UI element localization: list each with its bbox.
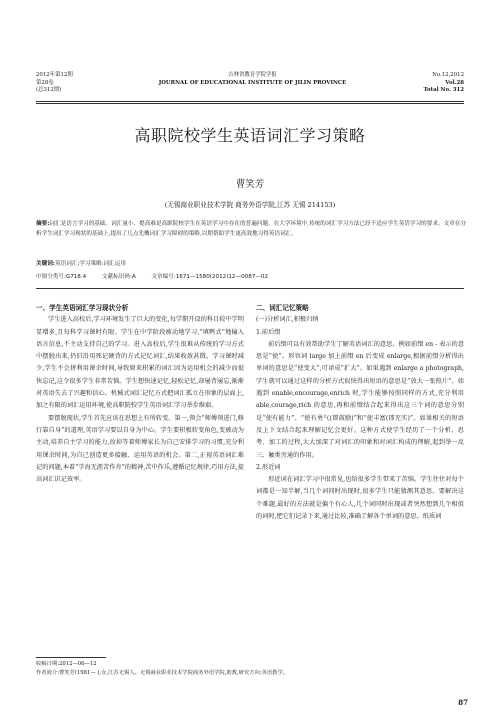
section-rule	[36, 288, 464, 289]
subsubsection-heading: 2.形近词	[256, 463, 281, 471]
footnote	[36, 660, 466, 677]
paper-title: 高职院校学生英语词汇学习策略	[134, 126, 366, 145]
subsection-heading: (一)分析词汇,积极归纳	[256, 316, 319, 324]
section-heading: 一、学生英语词汇学习现状分析	[36, 304, 129, 312]
footnote-rule	[36, 657, 106, 658]
keywords-text: 英语词汇;学习策略;词汇运用	[55, 261, 126, 267]
classification-line	[36, 272, 464, 280]
paragraph: 学生进入高校后,学习环境发生了巨大的变化,每学期开设的科目较中学明显增多,且每科学习课时有限。学生在中学阶段被动地学习,“填鸭式”地输入语言信息,不主动支持自己的学习。进入高校后,学生很难从传统的学习方式中摆脱出来,仍旧沿用死记硬背的方式记忆词汇,结果收效甚微。学习课时减少,学生不会拼利用课余时间,导致原来积累的词汇因为运用机会的减少而很快忘记,这令很多学生非常苦恼。学生想快速记忆,轻松记忆,却屡背屡忘,渐渐对英语失去了兴趣和信心。机械式词汇记忆方式把词汇孤立在形象的层面上,加之有限的词汇运用环境,使高职院校学生英语词汇学习举步维艰。	[36, 316, 244, 410]
article-number: 文章编号:1671—1580(2012)12—0087—02	[151, 274, 269, 280]
journal-name-en: JOURNAL OF EDUCATIONAL INSTITUTE OF JILIN PROVINCE	[158, 79, 347, 86]
keywords-label: 关键词:	[36, 261, 56, 267]
received-date: 收稿日期:2012—06—12	[36, 661, 97, 667]
right-column	[256, 302, 464, 523]
journal-name	[140, 72, 365, 87]
total-issue-line: (总312期)	[36, 87, 62, 93]
issue-number-en: No.12,2012	[432, 72, 464, 78]
volume-line: 第28卷	[36, 79, 54, 86]
page-number: 87	[458, 698, 468, 707]
clc-number: 中图分类号:G718.4	[36, 274, 87, 280]
journal-issue-info	[36, 72, 156, 95]
total-number-en: Total No. 312	[423, 87, 464, 93]
document-code: 文献标识码:A	[101, 274, 136, 280]
keywords	[36, 259, 464, 267]
author-affiliation: (无锡商业职业技术学院 商务外语学院,江苏 无锡 214153)	[164, 201, 336, 209]
journal-name-cn: 吉林省教育学院学报	[228, 72, 277, 78]
section-heading: 二、词汇记忆策略	[256, 304, 309, 312]
abstract-label: 摘要:	[36, 221, 50, 227]
header-rule-thin	[36, 103, 464, 104]
header-rule	[36, 101, 464, 102]
paragraph: 要摆脱现状,学生首先应该在思想上有所转变。第一,领会“师傅领进门,修行靠自身”的道理,英语学习要以自身为中心。学生要积极转变角色,变被动为主动,培养自主学习的能力,改掉等着师傅家长为自己安排学习的习惯,充分利用课余时间,为自己创造更多接触、运用英语的机会。第二,正视英语词汇难记的问题,本着“学海无涯苦作舟”的精神,苦中作乐,遵循记忆规律,巧用方法,提高词汇识记效率。	[36, 414, 244, 484]
paragraph: 前后缀可以有效帮助学生了解英语词汇的意思。例如前缀 en - 表示的意思是“使”。形容词 large 加上前缀 en 后变成 enlarge,根据前缀分析得出单词的意思是“使变大”,可译成“扩大”。如果遇到 enlarge a photograph,学生就可以通过这样的分析方式很快得出短语的意思是“放大一张照片”。如遇到 enable,encourage,enrich 时,学生能够按照同样的方式,充分利用 able,courage,rich 的意思,再和前缀结合起来得出这三个词的意思分别是“使有能力”、“使有勇气(即鼓励)”和“使丰富(即充实)”。如果相关的短语及上下文结合起来理解记忆会更好。这种方式使学生经历了一个分析、思考、加工的过程,大大加深了对词汇的印象和对词汇构成的理解,起到举一反三、触类旁通的作用。	[256, 340, 464, 459]
issue-line: 2012年第12期	[36, 72, 73, 78]
journal-issue-info-en	[380, 72, 464, 95]
paragraph: 形近词在词汇学习中很常见,也给很多学生带来了苦恼。学生往往对每个词都是一知半解,当几个词同时出现时,很多学生只能猜测其意思。要解决这个难题,最好的方法就是偏个有心人,几个词同时出现或者突然想到几个相似的词时,把它们记录下来,通过比较,准确了解各个单词的意思。纸质词	[256, 476, 464, 521]
volume-en: Vol.28	[445, 79, 464, 86]
subsubsection-heading: 1.前后缀	[256, 328, 281, 336]
abstract	[36, 219, 466, 239]
abstract-text: 词汇是语言学习的基础。词汇量小、提高难是高职院校学生在英语学习中存在的普遍问题。在大学环境中,传统的词汇学习方法已经不适应学生英语学习的要求。文章在分析学生词汇学习现状的基础上,提出了几点先概词汇学习障碍的策略,以期帮助学生更高效地习得英语词汇。	[36, 221, 466, 237]
left-column	[36, 302, 244, 486]
author-bio: 作者简介:曹笑芳(1981— ),女,江苏无锡人。无锡商业职业技术学院商务外语学院,助教,研究方向:英语教学。	[36, 669, 289, 676]
author-name: 曹笑芳	[235, 179, 265, 190]
